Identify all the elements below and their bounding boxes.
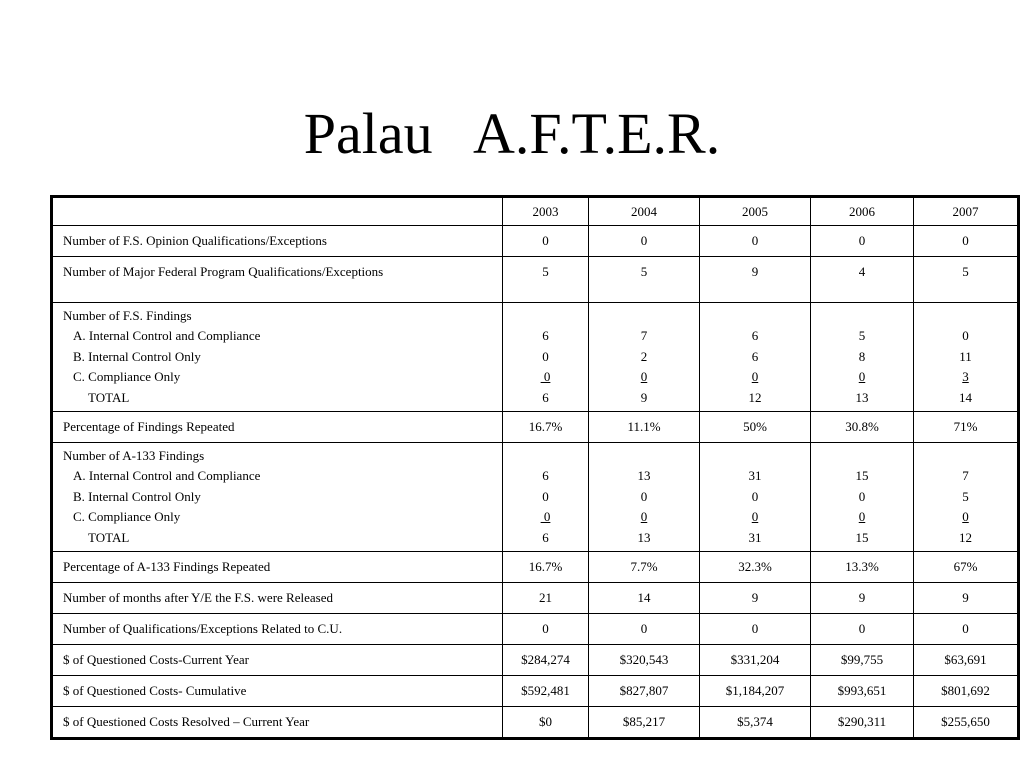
cell-value: $0 <box>503 707 589 739</box>
cell-value: $284,274 <box>503 645 589 676</box>
cell-value: 2 <box>640 348 648 364</box>
table-row <box>52 676 1019 707</box>
cell-value: $331,204 <box>700 645 811 676</box>
cell-stack <box>503 303 589 412</box>
cell-value: 0 <box>700 226 811 257</box>
cell-value: 13.3% <box>811 552 914 583</box>
row-label: $ of Questioned Costs-Current Year <box>52 645 503 676</box>
cell-value: $592,481 <box>503 676 589 707</box>
cell-value: $1,184,207 <box>700 676 811 707</box>
cell-value: 7 <box>640 328 648 344</box>
row-sublabel: TOTAL <box>88 529 130 545</box>
cell-value: 0 <box>589 614 700 645</box>
row-label: Number of F.S. Findings <box>63 307 192 323</box>
cell-value: $290,311 <box>811 707 914 739</box>
cell-value: 9 <box>914 583 1019 614</box>
header-year: 2005 <box>700 197 811 226</box>
header-year: 2003 <box>503 197 589 226</box>
cell-value: 4 <box>811 257 914 303</box>
cell-value: 9 <box>700 583 811 614</box>
table-row <box>52 583 1019 614</box>
cell-value: 6 <box>751 328 759 344</box>
cell-value: 13 <box>855 389 869 405</box>
cell-value: 7 <box>962 468 969 484</box>
row-label: Number of Major Federal Program Qualifications/Exceptions <box>52 257 503 303</box>
row-label: $ of Questioned Costs- Cumulative <box>52 676 503 707</box>
cell-value: 0 <box>811 614 914 645</box>
cell-value: 32.3% <box>700 552 811 583</box>
table-row-fs-findings <box>52 303 1019 412</box>
cell-value: 13 <box>637 529 651 545</box>
cell-stack <box>589 303 700 412</box>
cell-value: 8 <box>858 348 866 364</box>
cell-stack <box>811 443 914 552</box>
table-row <box>52 552 1019 583</box>
cell-value: 0 <box>962 509 969 525</box>
cell-value: 67% <box>914 552 1019 583</box>
cell-value: $5,374 <box>700 707 811 739</box>
cell-value: 16.7% <box>503 412 589 443</box>
cell-value: 31 <box>748 529 762 545</box>
table-row <box>52 257 1019 303</box>
cell-value: 0 <box>751 369 759 385</box>
cell-value: 9 <box>700 257 811 303</box>
row-label-group <box>52 443 503 552</box>
cell-value: 14 <box>959 389 972 405</box>
cell-value: 6 <box>751 348 759 364</box>
cell-value: 6 <box>542 529 549 545</box>
cell-value: 5 <box>589 257 700 303</box>
header-label-blank <box>52 197 503 226</box>
cell-stack <box>589 443 700 552</box>
cell-value: $320,543 <box>589 645 700 676</box>
cell-value: $255,650 <box>914 707 1019 739</box>
cell-stack <box>914 443 1019 552</box>
row-label: $ of Questioned Costs Resolved – Current Year <box>52 707 503 739</box>
cell-value: 12 <box>748 389 762 405</box>
row-sublabel: TOTAL <box>88 389 130 405</box>
cell-value: 13 <box>637 468 651 484</box>
row-sublabel: C. Compliance Only <box>73 369 181 385</box>
table-row-a133-findings <box>52 443 1019 552</box>
cell-value: 0 <box>589 226 700 257</box>
cell-value: 0 <box>914 614 1019 645</box>
cell-value: 0 <box>542 488 549 504</box>
cell-value: 11.1% <box>589 412 700 443</box>
cell-value: 0 <box>858 369 866 385</box>
cell-value: $85,217 <box>589 707 700 739</box>
slide-title: Palau A.F.T.E.R. <box>303 101 721 166</box>
cell-value: 0 <box>503 226 589 257</box>
table-header-row <box>52 197 1019 226</box>
cell-value: $63,691 <box>914 645 1019 676</box>
cell-value: 0 <box>540 369 551 385</box>
cell-stack <box>914 303 1019 412</box>
row-label: Number of Qualifications/Exceptions Related to C.U. <box>52 614 503 645</box>
cell-value: 6 <box>542 468 549 484</box>
cell-value: 14 <box>589 583 700 614</box>
cell-value: 0 <box>542 348 549 364</box>
row-sublabel: B. Internal Control Only <box>73 488 201 504</box>
header-year: 2007 <box>914 197 1019 226</box>
cell-value: 0 <box>503 614 589 645</box>
table-row <box>52 226 1019 257</box>
cell-stack <box>700 303 811 412</box>
cell-value: 50% <box>700 412 811 443</box>
cell-value: 15 <box>855 468 869 484</box>
cell-value: 3 <box>962 369 969 385</box>
cell-value: 30.8% <box>811 412 914 443</box>
row-sublabel: B. Internal Control Only <box>73 348 201 364</box>
table-row <box>52 412 1019 443</box>
row-label: Percentage of Findings Repeated <box>52 412 503 443</box>
row-label: Number of F.S. Opinion Qualifications/Exceptions <box>52 226 503 257</box>
header-year: 2006 <box>811 197 914 226</box>
cell-value: $99,755 <box>811 645 914 676</box>
cell-value: 0 <box>858 488 866 504</box>
cell-value: 16.7% <box>503 552 589 583</box>
row-label-group <box>52 303 503 412</box>
cell-value: 0 <box>751 488 759 504</box>
cell-stack <box>811 303 914 412</box>
cell-value: 0 <box>540 509 551 525</box>
cell-value: 15 <box>855 529 869 545</box>
cell-value: 5 <box>858 328 866 344</box>
cell-value: 9 <box>640 389 648 405</box>
cell-value: 12 <box>959 529 972 545</box>
cell-value: $827,807 <box>589 676 700 707</box>
cell-value: 0 <box>700 614 811 645</box>
table-row <box>52 645 1019 676</box>
after-report-table <box>50 195 1020 740</box>
row-sublabel: A. Internal Control and Compliance <box>73 328 261 344</box>
cell-stack <box>503 443 589 552</box>
cell-value: $801,692 <box>914 676 1019 707</box>
cell-value: 0 <box>858 509 866 525</box>
cell-value: 0 <box>914 226 1019 257</box>
row-sublabel: A. Internal Control and Compliance <box>73 468 261 484</box>
cell-value: 5 <box>503 257 589 303</box>
cell-value: 6 <box>542 389 549 405</box>
cell-stack <box>700 443 811 552</box>
header-year: 2004 <box>589 197 700 226</box>
cell-value: 6 <box>542 328 549 344</box>
cell-value: 5 <box>914 257 1019 303</box>
cell-value: 71% <box>914 412 1019 443</box>
cell-value: 11 <box>959 348 972 364</box>
cell-value: 7.7% <box>589 552 700 583</box>
cell-value: 31 <box>748 468 762 484</box>
cell-value: 5 <box>962 488 969 504</box>
row-label: Percentage of A-133 Findings Repeated <box>52 552 503 583</box>
cell-value: 9 <box>811 583 914 614</box>
cell-value: 0 <box>640 509 648 525</box>
table-row <box>52 614 1019 645</box>
row-label: Number of months after Y/E the F.S. were Released <box>52 583 503 614</box>
row-sublabel: C. Compliance Only <box>73 509 181 525</box>
cell-value: 0 <box>751 509 759 525</box>
cell-value: 21 <box>503 583 589 614</box>
cell-value: 0 <box>811 226 914 257</box>
cell-value: $993,651 <box>811 676 914 707</box>
cell-value: 0 <box>962 328 969 344</box>
cell-value: 0 <box>640 369 648 385</box>
table-row <box>52 707 1019 739</box>
row-label: Number of A-133 Findings <box>63 447 205 463</box>
cell-value: 0 <box>640 488 648 504</box>
